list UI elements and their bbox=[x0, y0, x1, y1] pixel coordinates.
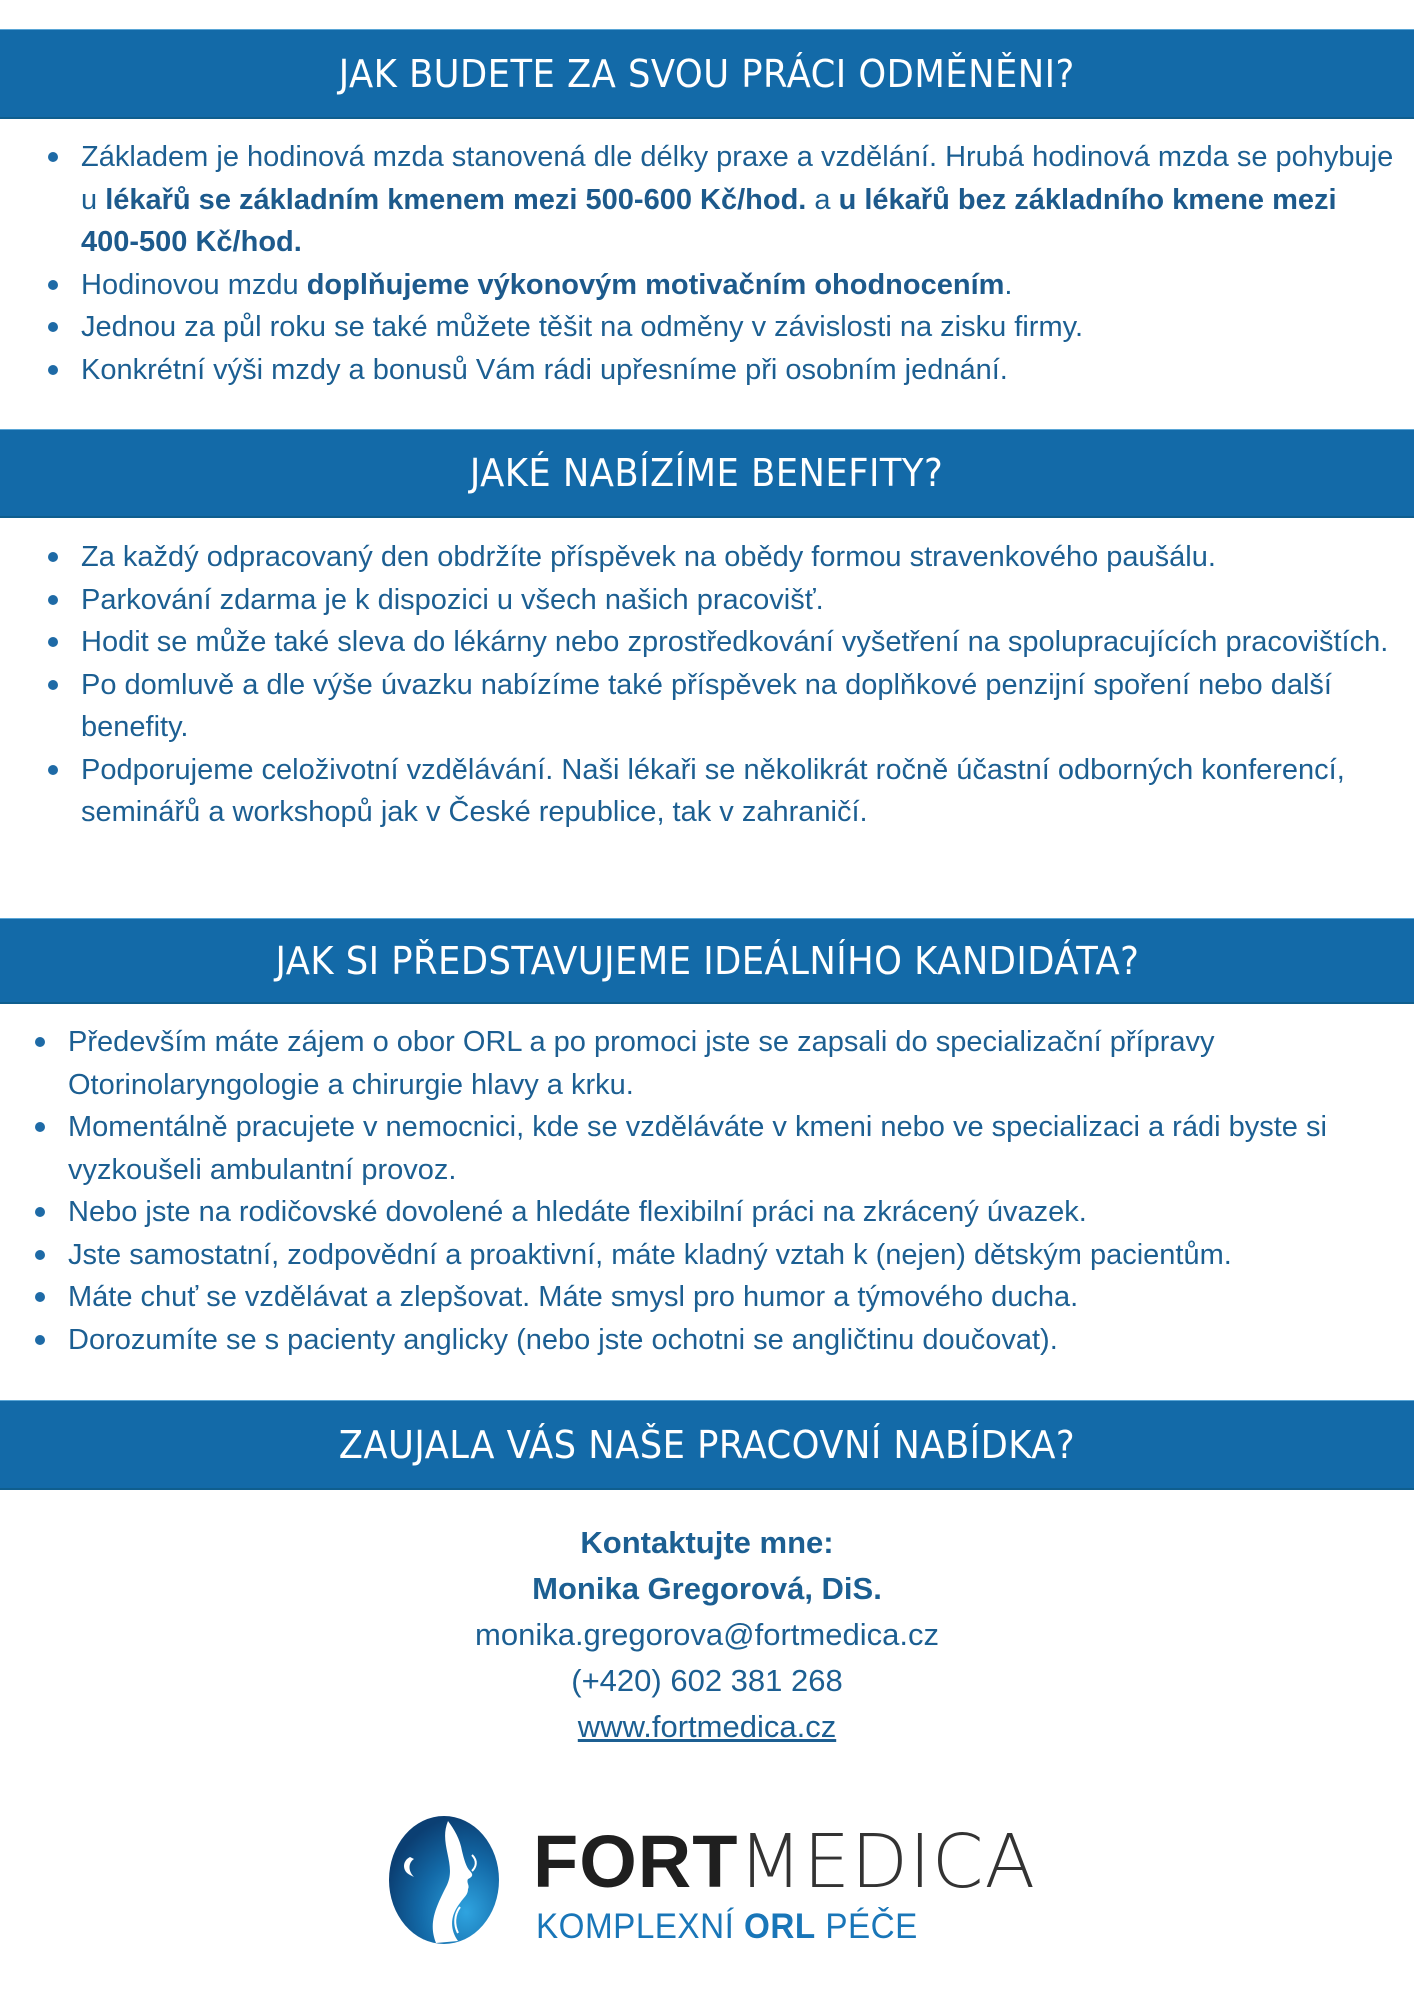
list-item bbox=[33, 1276, 1403, 1319]
item-text: Dorozumíte se s pacienty anglicky (nebo jste ochotni se angličtinu doučovat). bbox=[68, 1323, 1058, 1356]
item-text: Konkrétní výši mzdy a bonusů Vám rádi upřesníme při osobním jednání. bbox=[81, 353, 1008, 386]
fortmedica-logo bbox=[388, 1815, 1037, 1946]
bold-text: lékařů se základním kmenem mezi 500-600 Kč/hod. bbox=[105, 183, 807, 216]
tagline-part: PÉČE bbox=[815, 1907, 918, 1946]
item-text: Hodit se může také sleva do lékárny nebo zprostředkování vyšetření na spolupracujících pracovištích. bbox=[81, 626, 1389, 658]
list-item bbox=[46, 749, 1396, 834]
logo-wordmark bbox=[533, 1819, 1037, 1905]
item-text: Za každý odpracovaný den obdržíte příspěvek na obědy formou stravenkového paušálu. bbox=[81, 541, 1216, 573]
section-heading: JAK SI PŘEDSTAVUJEME IDEÁLNÍHO KANDIDÁTA? bbox=[275, 938, 1139, 983]
logo-tagline bbox=[536, 1909, 918, 1945]
contact-block bbox=[0, 1520, 1414, 1750]
item-text: Jste samostatní, zodpovědní a proaktivní, máte kladný vztah k (nejen) dětským pacientům. bbox=[68, 1238, 1232, 1271]
section-header-benefits bbox=[0, 429, 1414, 518]
list-item bbox=[33, 1319, 1403, 1362]
item-text: Hodinovou mzdu bbox=[81, 268, 307, 301]
list-item bbox=[46, 621, 1396, 664]
item-text: Podporujeme celoživotní vzdělávání. Naši lékaři se několikrát ročně účastní odborných konferencí, seminářů a workshopů jak v České republice, tak v zahraničí. bbox=[81, 753, 1345, 828]
item-text: a bbox=[806, 183, 839, 216]
list-item bbox=[33, 1106, 1403, 1191]
list-item bbox=[46, 664, 1396, 749]
contact-phone[interactable]: (+420) 602 381 268 bbox=[571, 1663, 843, 1698]
list-item bbox=[46, 136, 1396, 264]
list-item bbox=[46, 579, 1396, 622]
item-text: Především máte zájem o obor ORL a po promoci jste se zapsali do specializační přípravy Otorinolaryngologie a chirurgie hlavy a krku. bbox=[68, 1026, 1215, 1101]
section-heading: ZAUJALA VÁS NAŠE PRACOVNÍ NABÍDKA? bbox=[338, 1422, 1076, 1467]
list-item bbox=[46, 536, 1396, 579]
item-text: Máte chuť se vzdělávat a zlepšovat. Máte smysl pro humor a týmového ducha. bbox=[68, 1281, 1079, 1313]
website-link[interactable]: www.fortmedica.cz bbox=[577, 1709, 837, 1744]
item-text: . bbox=[1004, 268, 1013, 301]
candidate-list bbox=[33, 1021, 1403, 1361]
face-profile-icon bbox=[388, 1815, 500, 1945]
contact-title: Kontaktujte mne: bbox=[580, 1525, 834, 1560]
list-item bbox=[46, 264, 1396, 307]
item-text: Jednou za půl roku se také můžete těšit na odměny v závislosti na zisku firmy. bbox=[81, 311, 1084, 343]
section-header-contact bbox=[0, 1400, 1414, 1490]
item-text: Momentálně pracujete v nemocnici, kde se vzděláváte v kmeni nebo ve specializaci a rádi byste si vyzkoušeli ambulantní provoz. bbox=[68, 1111, 1327, 1186]
section-heading: JAK BUDETE ZA SVOU PRÁCI ODMĚNĚNI? bbox=[338, 51, 1076, 96]
reward-list bbox=[46, 136, 1396, 391]
bold-text: u lékařů bez základního kmene mezi 400-500 Kč/hod. bbox=[81, 183, 1337, 258]
logo-medica: MEDICA bbox=[738, 1819, 1037, 1905]
item-text: Parkování zdarma je k dispozici u všech našich pracovišť. bbox=[81, 583, 824, 616]
list-item bbox=[46, 349, 1396, 392]
section-header-candidate bbox=[0, 918, 1414, 1004]
benefits-list bbox=[46, 536, 1396, 834]
item-text: Nebo jste na rodičovské dovolené a hledáte flexibilní práci na zkrácený úvazek. bbox=[68, 1196, 1087, 1228]
contact-email[interactable]: monika.gregorova@fortmedica.cz bbox=[475, 1617, 939, 1652]
tagline-orl: ORL bbox=[744, 1907, 816, 1946]
contact-name: Monika Gregorová, DiS. bbox=[532, 1571, 882, 1606]
item-text: Základem je hodinová mzda stanovená dle délky praxe a vzdělání. Hrubá hodinová mzda se pohybuje u bbox=[81, 141, 1394, 216]
section-header-reward bbox=[0, 29, 1414, 119]
bold-text: doplňujeme výkonovým motivačním ohodnocením bbox=[306, 268, 1005, 301]
logo-fort: FORT bbox=[533, 1820, 739, 1903]
section-heading: JAKÉ NABÍZÍME BENEFITY? bbox=[470, 451, 944, 495]
list-item bbox=[33, 1234, 1403, 1277]
list-item bbox=[33, 1191, 1403, 1234]
item-text: Po domluvě a dle výše úvazku nabízíme také příspěvek na doplňkové penzijní spoření nebo další benefity. bbox=[81, 668, 1332, 743]
list-item bbox=[46, 306, 1396, 349]
list-item bbox=[33, 1021, 1403, 1106]
tagline-part: KOMPLEXNÍ bbox=[536, 1907, 745, 1946]
